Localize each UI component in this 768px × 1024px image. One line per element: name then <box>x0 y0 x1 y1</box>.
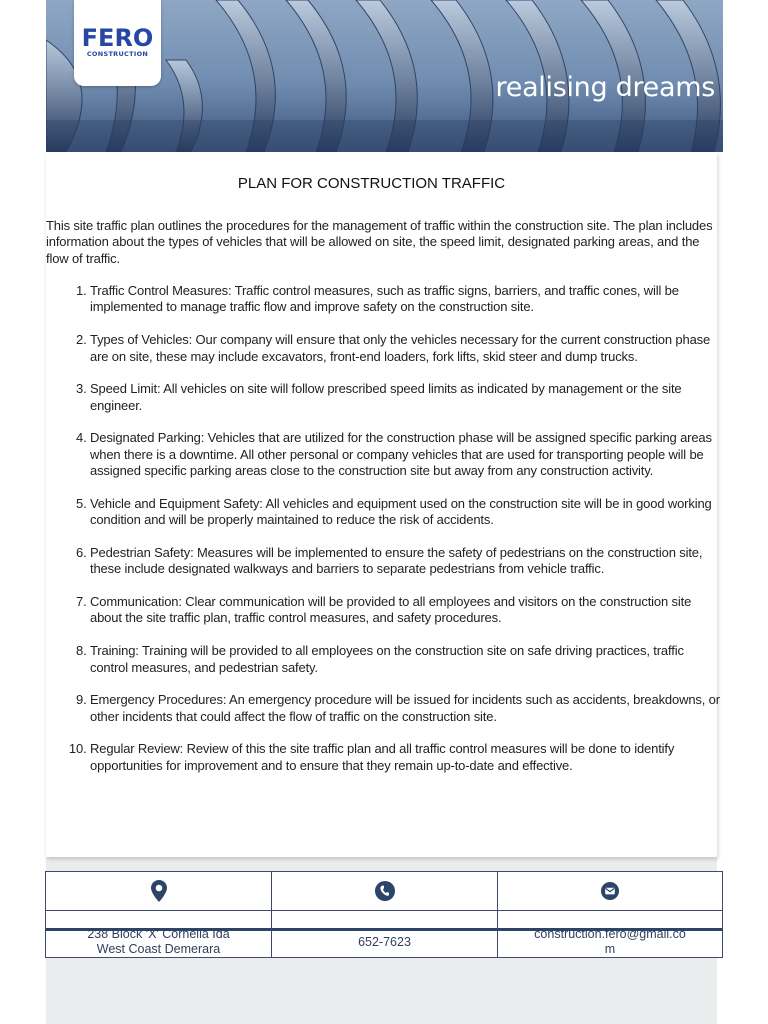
list-item: 2. Types of Vehicles: Our company will ensure that only the vehicles necessary for the current construction phase are on site, these may include excavators, front-end loaders, fork lifts, skid steer and dump trucks. <box>90 332 722 365</box>
list-item: 6. Pedestrian Safety: Measures will be implemented to ensure the safety of pedestrians on the construction site, these include designated walkways and barriers to separate pedestrians from vehicle traffic. <box>90 545 722 578</box>
contact-footer <box>45 871 723 958</box>
location-pin-icon <box>151 880 167 902</box>
tagline: realising dreams <box>495 72 715 103</box>
document-body <box>46 152 720 857</box>
list-item: 7. Communication: Clear communication will be provided to all employees and visitors on the construction site about the site traffic plan, traffic control measures, and safety procedures. <box>90 594 722 627</box>
mail-icon <box>601 882 619 900</box>
address-column <box>46 872 272 957</box>
phone-column <box>272 872 498 957</box>
list-item: 5. Vehicle and Equipment Safety: All vehicles and equipment used on the construction site will be in good working condition and will be properly maintained to reduce the risk of accidents. <box>90 496 722 529</box>
list-item: 8. Training: Training will be provided to all employees on the construction site on safe driving practices, traffic control measures, and pedestrian safety. <box>90 643 722 676</box>
intro-paragraph: This site traffic plan outlines the procedures for the management of traffic within the construction site. The plan includes information about the types of vehicles that will be allowed on site, the speed limit, designated parking areas, and the flow of traffic. <box>46 218 713 266</box>
list-item: 3. Speed Limit: All vehicles on site will follow prescribed speed limits as indicated by management or the site engineer. <box>90 381 722 414</box>
address-line-2: West Coast Demerara <box>96 942 221 956</box>
email-line-2[interactable]: m <box>604 942 616 956</box>
email-line-1[interactable]: construction.fero@gmail.co <box>534 927 686 941</box>
plan-items-list <box>46 283 722 791</box>
logo-subtitle: CONSTRUCTION <box>86 50 149 58</box>
phone-number[interactable]: 652-7623 <box>358 935 411 949</box>
header-banner <box>46 0 723 152</box>
list-item: 1. Traffic Control Measures: Traffic control measures, such as traffic signs, barriers, and traffic cones, will be implemented to manage traffic flow and improve safety on the construction site. <box>90 283 722 316</box>
email-link[interactable] <box>498 927 722 957</box>
phone-icon <box>375 881 395 901</box>
email-column <box>498 872 722 957</box>
list-item: 9. Emergency Procedures: An emergency procedure will be issued for incidents such as accidents, breakdowns, or other incidents that could affect the flow of traffic on the construction site. <box>90 692 722 725</box>
page-title: PLAN FOR CONSTRUCTION TRAFFIC <box>237 175 506 192</box>
list-item: 4. Designated Parking: Vehicles that are utilized for the construction phase will be assigned specific parking areas when there is a downtime. All other personal or company vehicles that are used for transporting people will be assigned specific parking areas close to the construction site but away from any construction activity. <box>90 430 722 479</box>
page-bottom-margin <box>46 958 717 1024</box>
logo-wordmark: FERO <box>81 24 154 52</box>
company-logo <box>74 0 161 86</box>
list-item: 10. Regular Review: Review of this the site traffic plan and all traffic control measures will be done to identify opportunities for improvement and to ensure that they remain up-to-date and effective. <box>90 741 722 774</box>
address-line-1: 238 Block 'X' Cornelia Ida <box>87 927 230 941</box>
